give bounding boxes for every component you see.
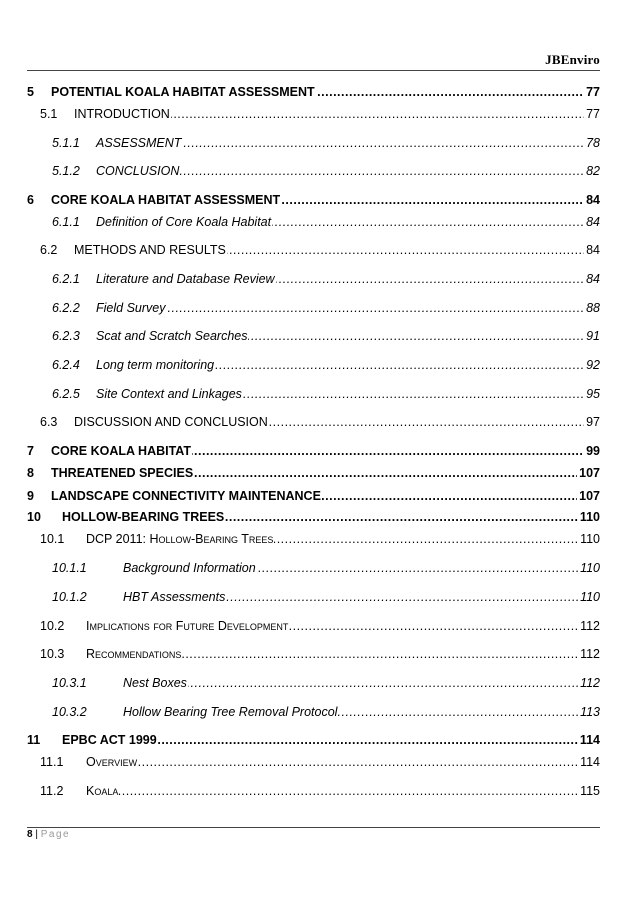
toc-entry-page: 112 — [580, 676, 600, 690]
toc-entry[interactable] — [0, 242, 625, 258]
toc-entry-title: CORE KOALA HABITAT — [51, 444, 192, 458]
toc-entry-number: 10.1.2 — [52, 590, 87, 604]
toc-entry-number: 8 — [27, 466, 34, 480]
toc-entry-title: HOLLOW-BEARING TREES — [62, 510, 225, 524]
toc-entry-page: 95 — [586, 387, 600, 401]
toc-entry-page: 92 — [586, 358, 600, 372]
toc-entry[interactable] — [0, 106, 625, 122]
toc-leader-dots — [86, 783, 578, 799]
toc-entry[interactable] — [0, 192, 625, 208]
toc-entry-number: 5.1 — [40, 107, 58, 121]
toc-entry-title: Koala — [86, 784, 119, 798]
footer-rule — [27, 827, 600, 828]
toc-entry-number: 6.2.1 — [52, 272, 80, 286]
toc-entry-title: HBT Assessments — [123, 590, 226, 604]
toc-entry[interactable] — [0, 732, 625, 748]
toc-entry-number: 6.2.4 — [52, 358, 80, 372]
toc-entry-number: 10.3 — [40, 647, 65, 661]
toc-entry-number: 6.2.5 — [52, 387, 80, 401]
toc-entry[interactable] — [0, 488, 625, 504]
toc-entry[interactable] — [0, 509, 625, 525]
toc-entry[interactable] — [0, 271, 625, 287]
toc-entry[interactable] — [0, 443, 625, 459]
toc-entry-number: 5 — [27, 85, 34, 99]
toc-entry[interactable] — [0, 754, 625, 770]
toc-entry[interactable] — [0, 560, 625, 576]
toc-entry-title: CORE KOALA HABITAT ASSESSMENT — [51, 193, 281, 207]
toc-entry-title: Site Context and Linkages — [96, 387, 242, 401]
toc-entry[interactable] — [0, 214, 625, 230]
toc-entry-number: 10.1 — [40, 532, 65, 546]
toc-entry[interactable] — [0, 531, 625, 547]
toc-entry-number: 6.3 — [40, 415, 58, 429]
toc-entry-page: 97 — [586, 415, 600, 429]
toc-entry-number: 6.2 — [40, 243, 58, 257]
header-rule — [27, 70, 600, 71]
toc-entry-title: Definition of Core Koala Habitat — [96, 215, 272, 229]
toc-entry[interactable] — [0, 84, 625, 100]
toc-entry-number: 6.2.2 — [52, 301, 80, 315]
toc-entry-page: 114 — [579, 733, 600, 747]
toc-entry[interactable] — [0, 465, 625, 481]
toc-entry-title: METHODS AND RESULTS — [74, 243, 226, 257]
toc-entry-page: 91 — [586, 329, 600, 343]
toc-entry-number: 9 — [27, 489, 34, 503]
page-footer — [27, 829, 70, 840]
toc-entry[interactable] — [0, 300, 625, 316]
toc-entry[interactable] — [0, 646, 625, 662]
toc-entry-page: 84 — [586, 215, 600, 229]
toc-entry-title: Recommendations — [86, 647, 182, 661]
toc-entry-title: INTRODUCTION — [74, 107, 170, 121]
toc-leader-dots — [123, 675, 578, 691]
toc-entry-title: Hollow Bearing Tree Removal Protocol — [123, 705, 338, 719]
toc-entry-number: 11.2 — [40, 784, 64, 798]
toc-entry-number: 7 — [27, 444, 34, 458]
toc-entry-page: 113 — [580, 705, 600, 719]
toc-entry-page: 107 — [579, 489, 600, 503]
toc-entry-page: 115 — [580, 784, 600, 798]
toc-entry-title: EPBC ACT 1999 — [62, 733, 157, 747]
toc-entry[interactable] — [0, 357, 625, 373]
toc-entry-number: 5.1.2 — [52, 164, 80, 178]
toc-entry-page: 77 — [586, 85, 600, 99]
toc-leader-dots — [96, 300, 584, 316]
toc-entry[interactable] — [0, 589, 625, 605]
toc-entry-number: 6.1.1 — [52, 215, 80, 229]
toc-entry[interactable] — [0, 163, 625, 179]
toc-entry-number: 6 — [27, 193, 34, 207]
toc-entry[interactable] — [0, 386, 625, 402]
toc-entry-title: THREATENED SPECIES — [51, 466, 194, 480]
toc-entry-page: 112 — [580, 619, 600, 633]
toc-entry[interactable] — [0, 783, 625, 799]
toc-entry-page: 78 — [586, 136, 600, 150]
toc-entry-title: POTENTIAL KOALA HABITAT ASSESSMENT — [51, 85, 315, 99]
toc-entry-title: CONCLUSION — [96, 164, 180, 178]
toc-entry-title: Background Information — [123, 561, 256, 575]
toc-entry-number: 5.1.1 — [52, 136, 80, 150]
toc-entry-page: 84 — [586, 272, 600, 286]
toc-entry-number: 10.1.1 — [52, 561, 87, 575]
toc-entry-number: 10.3.2 — [52, 705, 87, 719]
toc-entry-title: Scat and Scratch Searches — [96, 329, 248, 343]
toc-entry-title: Nest Boxes — [123, 676, 187, 690]
toc-entry-page: 77 — [586, 107, 600, 121]
toc-entry-page: 84 — [586, 193, 600, 207]
footer-page-number: 8 — [27, 829, 33, 840]
toc-entry-title: DCP 2011: Hollow-Bearing Trees — [86, 532, 274, 546]
toc-entry-title: Field Survey — [96, 301, 166, 315]
toc-entry-number: 11 — [27, 733, 41, 747]
toc-entry-page: 110 — [580, 532, 600, 546]
toc-entry[interactable] — [0, 675, 625, 691]
toc-entry-title: Long term monitoring — [96, 358, 215, 372]
toc-entry-title: LANDSCAPE CONNECTIVITY MAINTENANCE — [51, 489, 321, 503]
toc-entry-page: 84 — [586, 243, 600, 257]
toc-entry-page: 82 — [586, 164, 600, 178]
company-logo: JBEnviro — [545, 52, 600, 67]
toc-entry-page: 99 — [586, 444, 600, 458]
toc-entry-number: 10.2 — [40, 619, 65, 633]
toc-entry-page: 107 — [579, 466, 600, 480]
toc-entry[interactable] — [0, 414, 625, 430]
toc-entry-page: 88 — [586, 301, 600, 315]
toc-entry-title: Literature and Database Review — [96, 272, 275, 286]
toc-entry-page: 110 — [579, 510, 600, 524]
toc-entry-number: 10 — [27, 510, 41, 524]
toc-leader-dots — [86, 754, 578, 770]
toc-entry-page: 110 — [580, 561, 600, 575]
toc-entry-number: 11.1 — [40, 755, 64, 769]
toc-entry[interactable] — [0, 328, 625, 344]
toc-entry-title: Overview — [86, 755, 138, 769]
footer-separator: | — [35, 829, 38, 840]
toc-entry-number: 6.2.3 — [52, 329, 80, 343]
footer-page-label: Page — [40, 829, 71, 840]
toc-entry-title: DISCUSSION AND CONCLUSION — [74, 415, 268, 429]
toc-entry-page: 110 — [580, 590, 600, 604]
toc-entry-title: Implications for Future Development — [86, 619, 289, 633]
toc-entry[interactable] — [0, 618, 625, 634]
toc-entry-page: 112 — [580, 647, 600, 661]
toc-entry-title: ASSESSMENT — [96, 136, 182, 150]
toc-entry[interactable] — [0, 135, 625, 151]
toc-entry-number: 10.3.1 — [52, 676, 87, 690]
toc-entry-page: 114 — [580, 755, 600, 769]
toc-entry[interactable] — [0, 704, 625, 720]
